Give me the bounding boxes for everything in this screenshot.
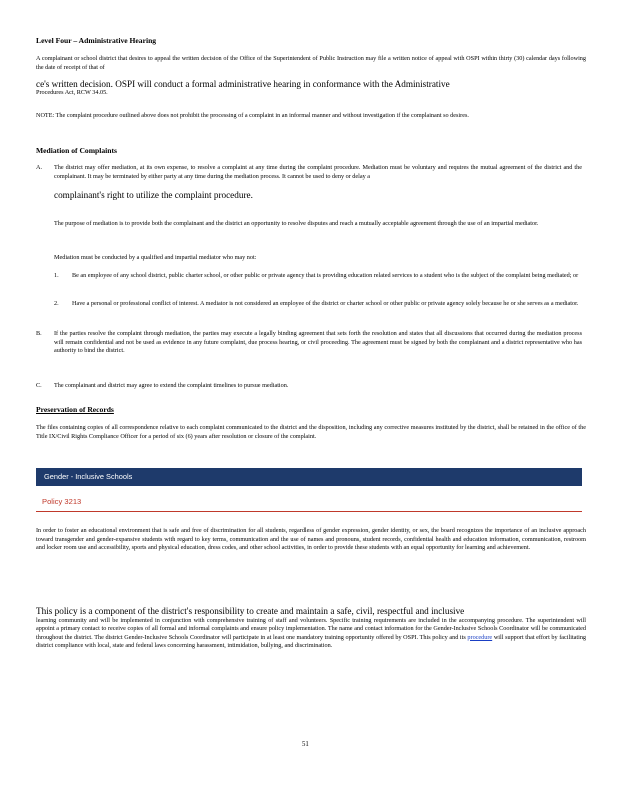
policy-divider bbox=[36, 511, 582, 512]
page-number: 51 bbox=[302, 741, 309, 748]
item-label-c: C. bbox=[36, 382, 42, 389]
level-four-end bbox=[36, 89, 586, 98]
level-four-heading: Level Four – Administrative Hearing bbox=[36, 36, 157, 45]
section-banner bbox=[36, 468, 582, 486]
level-four-text: A complainant or school district that desires to appeal the written decision of the Office of the Superintendent of Public Instruction may file a written notice of appeal with OSPI within thirty (30) calendar days following the date of receipt of that of bbox=[36, 55, 586, 71]
mediation-heading: Mediation of Complaints bbox=[36, 146, 118, 155]
records-heading: Preservation of Records bbox=[36, 405, 114, 414]
gender-policy-section bbox=[36, 527, 586, 553]
mediation-item-1: Be an employee of any school district, public charter school, or other public or private agency that is providing education related services to a student who is the subject of the complaint being mediated; or bbox=[72, 272, 579, 279]
records-body bbox=[36, 424, 586, 441]
item-number-1: 1. bbox=[54, 272, 59, 279]
level-four-end-text: Procedures Act, RCW 34.05. bbox=[36, 89, 108, 96]
mediation-item-2: Have a personal or professional conflict of interest. A mediator is not considered an employee of the district or charter school or other public or private agency solely because he or she serves as a mediator. bbox=[72, 300, 579, 307]
policy-label: Policy 3213 bbox=[42, 497, 82, 506]
records-section bbox=[36, 405, 586, 414]
component-section bbox=[36, 606, 586, 651]
item-label-a: A. bbox=[36, 164, 43, 171]
mediation-a-big-text: complainant's right to utilize the complaint procedure. bbox=[54, 190, 253, 200]
mediation-c-text: The complainant and district may agree to extend the complaint timelines to pursue mediation. bbox=[54, 382, 289, 389]
mediation-section bbox=[36, 146, 586, 155]
banner-title: Gender - Inclusive Schools bbox=[44, 472, 133, 481]
mediation-a-text: The district may offer mediation, at its own expense, to resolve a complaint at any time during the complaint procedure. Mediation must be voluntary and requires the mutual agreement of the district and the complainant. It may be terminated by either party at any time during the mediation process. It cannot be used to deny or delay a bbox=[54, 164, 582, 180]
level-four-section bbox=[36, 36, 586, 45]
component-text-a: learning community and will be implemented in conjunction with comprehensive training of staff and volunteers. Specific training requirements are included in the accompanying procedure. The superintendent will appoint a primary contact to receive copies of all formal and informal complaints and ensure policy implementation. The name and contact information for the Gender-Inclusive Schools Coordinator will be communicated throughout the district. The district Gender-Inclusive Schools Coordinator will participate in at least one mandatory training opportunity offered by OSPI. This policy and its bbox=[36, 616, 586, 641]
note-text: NOTE: The complaint procedure outlined above does not prohibit the processing of a complaint in an informal manner and without investigation if the complainant so desires. bbox=[36, 112, 469, 119]
level-four-body bbox=[36, 55, 586, 72]
component-big-text: This policy is a component of the district's responsibility to create and maintain a safe, civil, respectful and inclusive bbox=[36, 606, 465, 616]
note-section bbox=[36, 112, 586, 121]
component-text-b: will support that effort by facilitating district compliance with local, state and federal laws concerning harassment, intimidation, bullying, and discrimination. bbox=[36, 633, 587, 650]
gender-policy-text: In order to foster an educational environment that is safe and free of discrimination for all students, regardless of gender expression, gender identity, or sex, the board recognizes the importance of an inclusive approach toward transgender and gender-expansive students with regard to key terms, communication and the use of names and pronouns, student records, confidential health and education information, communication, restroom and locker room use and accessibility, sports and physical education, dress codes, and other school activities, in order to provide these students with an equal opportunity for learning and achievement. bbox=[36, 527, 586, 552]
mediation-b-text: If the parties resolve the complaint through mediation, the parties may execute a legally binding agreement that sets forth the resolution and states that all discussions that occurred during the mediation process will remain confidential and not be used as evidence in any future complaint, due process hearing, or civil proceeding. The agreement must be signed by both the complainant and a district representative who has authority to bind the district. bbox=[54, 330, 582, 355]
component-text bbox=[36, 617, 586, 651]
level-four-big-text: ce's written decision. OSPI will conduct a formal administrative hearing in conformance with the Administrative bbox=[36, 79, 450, 89]
item-label-b: B. bbox=[36, 330, 42, 337]
procedure-link[interactable]: procedure bbox=[467, 633, 493, 641]
item-number-2: 2. bbox=[54, 300, 59, 307]
records-text: The files containing copies of all correspondence relative to each complaint communicated to the district and the disposition, including any corrective measures instituted by the district, shall be retained in the office of the Title IX/Civil Rights Compliance Officer for a period of six (6) years after resolution or closure of the complaint. bbox=[36, 424, 586, 440]
mediation-purpose: The purpose of mediation is to provide both the complainant and the district an opportunity to resolve disputes and reach a mutually acceptable agreement through the use of an impartial mediator. bbox=[54, 220, 539, 227]
mediation-conducted: Mediation must be conducted by a qualified and impartial mediator who may not: bbox=[54, 254, 257, 261]
level-four-emphasis bbox=[36, 79, 586, 90]
